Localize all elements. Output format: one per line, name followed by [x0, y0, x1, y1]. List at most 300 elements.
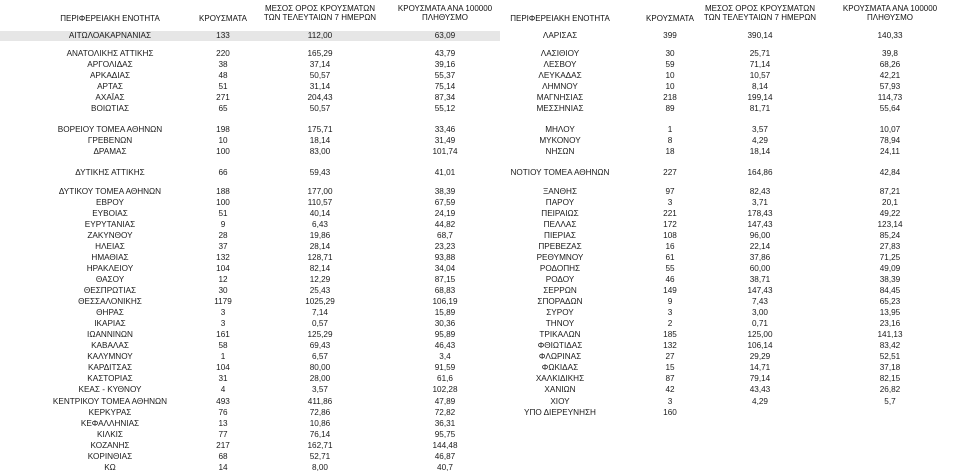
per-100k-cell: 49,09	[879, 264, 901, 273]
table-row	[0, 253, 500, 263]
table-row	[0, 71, 500, 81]
per-100k-cell: 49,22	[879, 209, 901, 218]
avg-7day-cell: 82,43	[749, 187, 771, 196]
per-100k-cell: 144,48	[432, 441, 458, 450]
cases-cell: 221	[663, 209, 677, 218]
table-row	[500, 385, 960, 395]
region-name-cell: ΚΕΡΚΥΡΑΣ	[88, 408, 132, 417]
avg-7day-cell: 411,86	[307, 397, 333, 406]
avg-7day-cell: 8,00	[312, 463, 328, 472]
header-avg-right-line2: ΤΩΝ ΤΕΛΕΥΤΑΙΩΝ 7 ΗΜΕΡΩΝ	[703, 13, 817, 22]
per-100k-cell: 5,7	[884, 397, 896, 406]
table-row	[0, 31, 500, 41]
per-100k-cell: 23,16	[879, 319, 901, 328]
cases-cell: 132	[663, 341, 677, 350]
table-row	[500, 242, 960, 252]
cases-cell: 10	[665, 71, 675, 80]
avg-7day-cell: 4,29	[752, 397, 768, 406]
region-name-cell: ΚΩ	[104, 463, 116, 472]
region-name-cell: ΚΑΡΔΙΤΣΑΣ	[87, 363, 133, 372]
table-row	[500, 31, 960, 41]
per-100k-cell: 55,37	[434, 71, 456, 80]
table-row	[500, 136, 960, 146]
avg-7day-cell: 164,86	[747, 168, 773, 177]
region-name-cell: ΑΡΚΑΔΙΑΣ	[89, 71, 131, 80]
region-name-cell: ΞΑΝΘΗΣ	[542, 187, 578, 196]
header-region-right	[500, 14, 620, 23]
region-name-cell: ΜΑΓΝΗΣΙΑΣ	[536, 93, 584, 102]
cases-cell: 13	[218, 419, 228, 428]
region-name-cell: ΗΜΑΘΙΑΣ	[91, 253, 129, 262]
region-name-cell: ΚΙΛΚΙΣ	[96, 430, 123, 439]
header-region-right-text: ΠΕΡΙΦΕΡΕΙΑΚΗ ΕΝΟΤΗΤΑ	[510, 14, 610, 23]
avg-7day-cell: 18,14	[749, 147, 771, 156]
per-100k-cell: 102,28	[432, 385, 458, 394]
region-name-cell: ΡΟΔΟΥ	[545, 275, 575, 284]
table-row	[500, 187, 960, 197]
cases-cell: 51	[218, 82, 228, 91]
table-row	[500, 397, 960, 407]
table-row	[0, 60, 500, 70]
cases-cell: 31	[218, 374, 228, 383]
avg-7day-cell: 204,43	[307, 93, 333, 102]
table-row	[500, 168, 960, 178]
cases-cell: 108	[663, 231, 677, 240]
avg-7day-cell: 50,57	[309, 71, 331, 80]
avg-7day-cell: 81,71	[749, 104, 771, 113]
table-row	[500, 363, 960, 373]
region-name-cell: ΧΑΛΚΙΔΙΚΗΣ	[535, 374, 585, 383]
per-100k-cell: 87,34	[434, 93, 456, 102]
region-name-cell: ΚΟΡΙΝΘΙΑΣ	[87, 452, 133, 461]
per-100k-cell: 26,82	[879, 385, 901, 394]
cases-cell: 58	[218, 341, 228, 350]
avg-7day-cell: 10,57	[749, 71, 771, 80]
cases-cell: 227	[663, 168, 677, 177]
table-row	[500, 275, 960, 285]
cases-cell: 66	[218, 168, 228, 177]
avg-7day-cell: 80,00	[309, 363, 331, 372]
avg-7day-cell: 128,71	[307, 253, 333, 262]
cases-cell: 14	[218, 463, 228, 472]
header-per100k-right-line2: ΠΛΗΘΥΣΜΟ	[866, 13, 914, 22]
avg-7day-cell: 18,14	[309, 136, 331, 145]
avg-7day-cell: 3,57	[752, 125, 768, 134]
region-name-cell: ΕΥΒΟΙΑΣ	[92, 209, 128, 218]
per-100k-cell: 85,24	[879, 231, 901, 240]
avg-7day-cell: 175,71	[307, 125, 333, 134]
cases-cell: 198	[216, 125, 230, 134]
avg-7day-cell: 0,57	[312, 319, 328, 328]
per-100k-cell: 68,26	[879, 60, 901, 69]
per-100k-cell: 55,64	[879, 104, 901, 113]
avg-7day-cell: 6,57	[312, 352, 328, 361]
region-name-cell: ΧΙΟΥ	[550, 397, 570, 406]
region-name-cell: ΡΕΘΥΜΝΟΥ	[536, 253, 584, 262]
table-row	[500, 220, 960, 230]
per-100k-cell: 46,87	[434, 452, 456, 461]
avg-7day-cell: 50,57	[309, 104, 331, 113]
avg-7day-cell: 178,43	[747, 209, 773, 218]
table-row	[0, 82, 500, 92]
per-100k-cell: 36,31	[434, 419, 456, 428]
per-100k-cell: 55,12	[434, 104, 456, 113]
per-100k-cell: 24,19	[434, 209, 456, 218]
per-100k-cell: 42,21	[879, 71, 901, 80]
avg-7day-cell: 71,14	[749, 60, 771, 69]
per-100k-cell: 68,7	[437, 231, 453, 240]
region-name-cell: ΑΝΑΤΟΛΙΚΗΣ ΑΤΤΙΚΗΣ	[66, 49, 154, 58]
cases-cell: 51	[218, 209, 228, 218]
per-100k-cell: 71,25	[879, 253, 901, 262]
per-100k-cell: 114,73	[877, 93, 903, 102]
per-100k-cell: 38,39	[879, 275, 901, 284]
table-row	[500, 297, 960, 307]
per-100k-cell: 44,82	[434, 220, 456, 229]
cases-cell: 3	[667, 308, 673, 317]
region-name-cell: ΕΒΡΟΥ	[96, 198, 124, 207]
table-row	[0, 136, 500, 146]
cases-cell: 61	[665, 253, 675, 262]
region-name-cell: ΘΑΣΟΥ	[95, 275, 125, 284]
per-100k-cell: 106,19	[432, 297, 458, 306]
table-row	[0, 231, 500, 241]
cases-cell: 87	[665, 374, 675, 383]
per-100k-cell: 57,93	[879, 82, 901, 91]
region-name-cell: ΔΥΤΙΚΟΥ ΤΟΜΕΑ ΑΘΗΝΩΝ	[58, 187, 162, 196]
header-avg	[255, 4, 385, 22]
cases-cell: 8	[667, 136, 673, 145]
region-name-cell: ΑΧΑΪΑΣ	[95, 93, 125, 102]
header-avg-line2: ΤΩΝ ΤΕΛΕΥΤΑΙΩΝ 7 ΗΜΕΡΩΝ	[263, 13, 377, 22]
avg-7day-cell: 3,71	[752, 198, 768, 207]
cases-cell: 1	[667, 125, 673, 134]
table-row	[0, 49, 500, 59]
cases-cell: 3	[220, 319, 226, 328]
per-100k-cell: 42,84	[879, 168, 901, 177]
region-name-cell: ΘΕΣΠΡΩΤΙΑΣ	[83, 286, 137, 295]
header-cases-text: ΚΡΟΥΣΜΑΤΑ	[199, 14, 247, 23]
per-100k-cell: 78,94	[879, 136, 901, 145]
table-row	[500, 125, 960, 135]
cases-cell: 68	[218, 452, 228, 461]
table-row	[0, 187, 500, 197]
region-name-cell: ΚΕΦΑΛΛΗΝΙΑΣ	[80, 419, 140, 428]
per-100k-cell: 27,83	[879, 242, 901, 251]
avg-7day-cell: 60,00	[749, 264, 771, 273]
cases-cell: 65	[218, 104, 228, 113]
region-name-cell: ΦΛΩΡΙΝΑΣ	[538, 352, 582, 361]
per-100k-cell: 24,11	[880, 147, 900, 156]
region-name-cell: ΚΑΣΤΟΡΙΑΣ	[87, 374, 133, 383]
cases-cell: 161	[216, 330, 230, 339]
cases-cell: 9	[667, 297, 673, 306]
table-row	[500, 253, 960, 263]
cases-cell: 1179	[214, 297, 232, 306]
table-row	[0, 104, 500, 114]
region-name-cell: ΒΟΙΩΤΙΑΣ	[90, 104, 130, 113]
avg-7day-cell: 125,29	[307, 330, 333, 339]
table-row	[0, 419, 500, 429]
avg-7day-cell: 4,29	[752, 136, 768, 145]
avg-7day-cell: 125,00	[747, 330, 773, 339]
table-row	[0, 264, 500, 274]
table-row	[500, 198, 960, 208]
avg-7day-cell: 19,86	[309, 231, 331, 240]
per-100k-cell: 91,59	[434, 363, 456, 372]
avg-7day-cell: 7,43	[752, 297, 768, 306]
region-name-cell: ΣΥΡΟΥ	[546, 308, 574, 317]
cases-cell: 100	[216, 147, 230, 156]
table-row	[0, 430, 500, 440]
avg-7day-cell: 25,71	[749, 49, 771, 58]
avg-7day-cell: 22,14	[749, 242, 771, 251]
per-100k-cell: 141,13	[877, 330, 903, 339]
per-100k-cell: 41,01	[434, 168, 456, 177]
cases-cell: 28	[218, 231, 228, 240]
avg-7day-cell: 38,71	[749, 275, 771, 284]
table-row	[0, 319, 500, 329]
avg-7day-cell: 82,14	[309, 264, 331, 273]
per-100k-cell: 10,07	[879, 125, 901, 134]
cases-cell: 10	[665, 82, 675, 91]
cases-cell: 493	[216, 397, 230, 406]
table-row	[0, 125, 500, 135]
region-name-cell: ΘΗΡΑΣ	[96, 308, 124, 317]
cases-cell: 15	[665, 363, 675, 372]
region-name-cell: ΛΕΥΚΑΔΑΣ	[538, 71, 582, 80]
avg-7day-cell: 83,00	[309, 147, 331, 156]
header-region-text: ΠΕΡΙΦΕΡΕΙΑΚΗ ΕΝΟΤΗΤΑ	[60, 14, 160, 23]
cases-cell: 104	[216, 363, 230, 372]
region-name-cell: ΠΙΕΡΙΑΣ	[544, 231, 576, 240]
avg-7day-cell: 52,71	[309, 452, 331, 461]
region-name-cell: ΜΕΣΣΗΝΙΑΣ	[536, 104, 584, 113]
avg-7day-cell: 28,14	[309, 242, 331, 251]
header-per100k-line2: ΠΛΗΘΥΣΜΟ	[421, 13, 469, 22]
region-name-cell: ΑΙΤΩΛΟΑΚΑΡΝΑΝΙΑΣ	[68, 31, 152, 40]
avg-7day-cell: 28,00	[309, 374, 331, 383]
header-per100k-right-line1: ΚΡΟΥΣΜΑΤΑ ΑΝΑ 100000	[842, 4, 938, 13]
per-100k-cell: 40,7	[437, 463, 453, 472]
cases-cell: 132	[216, 253, 230, 262]
avg-7day-cell: 10,86	[309, 419, 331, 428]
header-avg-right	[695, 4, 825, 22]
region-name-cell: ΤΡΙΚΑΛΩΝ	[539, 330, 581, 339]
avg-7day-cell: 37,14	[309, 60, 331, 69]
per-100k-cell: 33,46	[434, 125, 456, 134]
avg-7day-cell: 106,14	[747, 341, 773, 350]
region-name-cell: ΜΗΛΟΥ	[545, 125, 575, 134]
avg-7day-cell: 3,57	[312, 385, 328, 394]
cases-cell: 3	[220, 308, 226, 317]
per-100k-cell: 47,89	[434, 397, 456, 406]
header-cases	[190, 14, 256, 23]
avg-7day-cell: 14,71	[749, 363, 771, 372]
region-name-cell: ΥΠΟ ΔΙΕΡΕΥΝΗΣΗ	[524, 408, 596, 417]
avg-7day-cell: 59,43	[309, 168, 331, 177]
cases-cell: 12	[218, 275, 228, 284]
table-row	[500, 374, 960, 384]
avg-7day-cell: 165,29	[307, 49, 333, 58]
avg-7day-cell: 0,71	[752, 319, 768, 328]
table-row	[0, 397, 500, 407]
cases-cell: 1	[220, 352, 226, 361]
per-100k-cell: 30,36	[434, 319, 456, 328]
region-name-cell: ΗΡΑΚΛΕΙΟΥ	[86, 264, 134, 273]
region-name-cell: ΖΑΚΥΝΘΟΥ	[87, 231, 133, 240]
region-name-cell: ΠΕΛΛΑΣ	[543, 220, 577, 229]
table-row	[0, 330, 500, 340]
table-row	[0, 93, 500, 103]
header-avg-line1: ΜΕΣΟΣ ΟΡΟΣ ΚΡΟΥΣΜΑΤΩΝ	[264, 4, 376, 13]
per-100k-cell: 23,23	[434, 242, 456, 251]
per-100k-cell: 93,88	[434, 253, 456, 262]
avg-7day-cell: 112,00	[307, 31, 333, 40]
header-avg-right-line1: ΜΕΣΟΣ ΟΡΟΣ ΚΡΟΥΣΜΑΤΩΝ	[704, 4, 816, 13]
cases-cell: 4	[220, 385, 226, 394]
region-name-cell: ΛΗΜΝΟΥ	[542, 82, 578, 91]
table-row	[0, 286, 500, 296]
table-row	[0, 147, 500, 157]
avg-7day-cell: 31,14	[309, 82, 331, 91]
header-per100k	[385, 4, 505, 22]
table-row	[500, 104, 960, 114]
table-row	[0, 408, 500, 418]
table-row	[0, 363, 500, 373]
table-row	[500, 71, 960, 81]
header-per100k-line1: ΚΡΟΥΣΜΑΤΑ ΑΝΑ 100000	[397, 4, 493, 13]
table-row	[0, 297, 500, 307]
avg-7day-cell: 96,00	[749, 231, 771, 240]
cases-cell: 30	[665, 49, 675, 58]
avg-7day-cell: 43,43	[749, 385, 771, 394]
cases-cell: 160	[663, 408, 677, 417]
table-row	[0, 168, 500, 178]
table-row	[0, 242, 500, 252]
region-name-cell: ΑΡΤΑΣ	[97, 82, 123, 91]
cases-cell: 10	[218, 136, 228, 145]
per-100k-cell: 87,21	[879, 187, 901, 196]
region-name-cell: ΣΠΟΡΑΔΩΝ	[537, 297, 583, 306]
table-row	[0, 341, 500, 351]
per-100k-cell: 31,49	[434, 136, 456, 145]
per-100k-cell: 67,59	[434, 198, 456, 207]
cases-cell: 18	[665, 147, 675, 156]
table-row	[0, 198, 500, 208]
region-name-cell: ΤΗΝΟΥ	[545, 319, 575, 328]
per-100k-cell: 13,95	[879, 308, 901, 317]
cases-cell: 30	[218, 286, 228, 295]
table-row	[0, 374, 500, 384]
avg-7day-cell: 147,43	[747, 220, 773, 229]
avg-7day-cell: 1025,29	[305, 297, 335, 306]
per-100k-cell: 39,8	[882, 49, 898, 58]
per-100k-cell: 38,39	[434, 187, 456, 196]
avg-7day-cell: 40,14	[309, 209, 331, 218]
table-row	[0, 275, 500, 285]
region-name-cell: ΜΥΚΟΝΟΥ	[539, 136, 581, 145]
table-row	[500, 264, 960, 274]
cases-cell: 399	[663, 31, 677, 40]
region-name-cell: ΧΑΝΙΩΝ	[544, 385, 576, 394]
region-name-cell: ΙΩΑΝΝΙΝΩΝ	[87, 330, 133, 339]
region-name-cell: ΣΕΡΡΩΝ	[543, 286, 577, 295]
per-100k-cell: 20,1	[882, 198, 898, 207]
per-100k-cell: 95,89	[434, 330, 456, 339]
avg-7day-cell: 390,14	[747, 31, 773, 40]
per-100k-cell: 68,83	[434, 286, 456, 295]
avg-7day-cell: 25,43	[309, 286, 331, 295]
region-name-cell: ΓΡΕΒΕΝΩΝ	[87, 136, 133, 145]
per-100k-cell: 52,51	[879, 352, 901, 361]
region-name-cell: ΛΑΣΙΘΙΟΥ	[540, 49, 580, 58]
cases-cell: 149	[663, 286, 677, 295]
region-name-cell: ΠΑΡΟΥ	[545, 198, 575, 207]
cases-cell: 59	[665, 60, 675, 69]
table-row	[500, 341, 960, 351]
per-100k-cell: 87,15	[434, 275, 456, 284]
cases-cell: 104	[216, 264, 230, 273]
cases-cell: 48	[218, 71, 228, 80]
region-name-cell: ΛΑΡΙΣΑΣ	[542, 31, 578, 40]
table-row	[500, 49, 960, 59]
region-name-cell: ΛΕΣΒΟΥ	[543, 60, 577, 69]
per-100k-cell: 3,4	[439, 352, 451, 361]
table-row	[0, 452, 500, 462]
table-row	[500, 209, 960, 219]
region-name-cell: ΝΟΤΙΟΥ ΤΟΜΕΑ ΑΘΗΝΩΝ	[510, 168, 610, 177]
per-100k-cell: 15,89	[434, 308, 456, 317]
per-100k-cell: 75,14	[434, 82, 456, 91]
avg-7day-cell: 6,43	[312, 220, 328, 229]
avg-7day-cell: 177,00	[307, 187, 333, 196]
cases-cell: 220	[216, 49, 230, 58]
cases-cell: 46	[665, 275, 675, 284]
cases-cell: 37	[218, 242, 228, 251]
region-name-cell: ΚΟΖΑΝΗΣ	[90, 441, 130, 450]
table-row	[0, 352, 500, 362]
table-row	[500, 147, 960, 157]
avg-7day-cell: 69,43	[309, 341, 331, 350]
table-row	[500, 352, 960, 362]
table-row	[0, 209, 500, 219]
avg-7day-cell: 110,57	[307, 198, 333, 207]
avg-7day-cell: 8,14	[752, 82, 768, 91]
cases-cell: 9	[220, 220, 226, 229]
avg-7day-cell: 3,00	[752, 308, 768, 317]
region-name-cell: ΚΑΒΑΛΑΣ	[91, 341, 129, 350]
region-name-cell: ΦΘΙΩΤΙΔΑΣ	[537, 341, 583, 350]
region-name-cell: ΡΟΔΟΠΗΣ	[539, 264, 581, 273]
cases-cell: 55	[665, 264, 675, 273]
per-100k-cell: 95,75	[434, 430, 456, 439]
avg-7day-cell: 162,71	[307, 441, 333, 450]
region-name-cell: ΘΕΣΣΑΛΟΝΙΚΗΣ	[78, 297, 142, 306]
per-100k-cell: 63,09	[434, 31, 456, 40]
per-100k-cell: 84,45	[879, 286, 901, 295]
region-name-cell: ΗΛΕΙΑΣ	[95, 242, 125, 251]
cases-cell: 3	[667, 397, 673, 406]
cases-cell: 188	[216, 187, 230, 196]
table-row	[500, 308, 960, 318]
table-row	[0, 441, 500, 451]
cases-cell: 97	[665, 187, 675, 196]
header-region	[10, 14, 210, 23]
avg-7day-cell: 199,14	[747, 93, 773, 102]
avg-7day-cell: 72,86	[309, 408, 331, 417]
region-name-cell: ΕΥΡΥΤΑΝΙΑΣ	[84, 220, 136, 229]
